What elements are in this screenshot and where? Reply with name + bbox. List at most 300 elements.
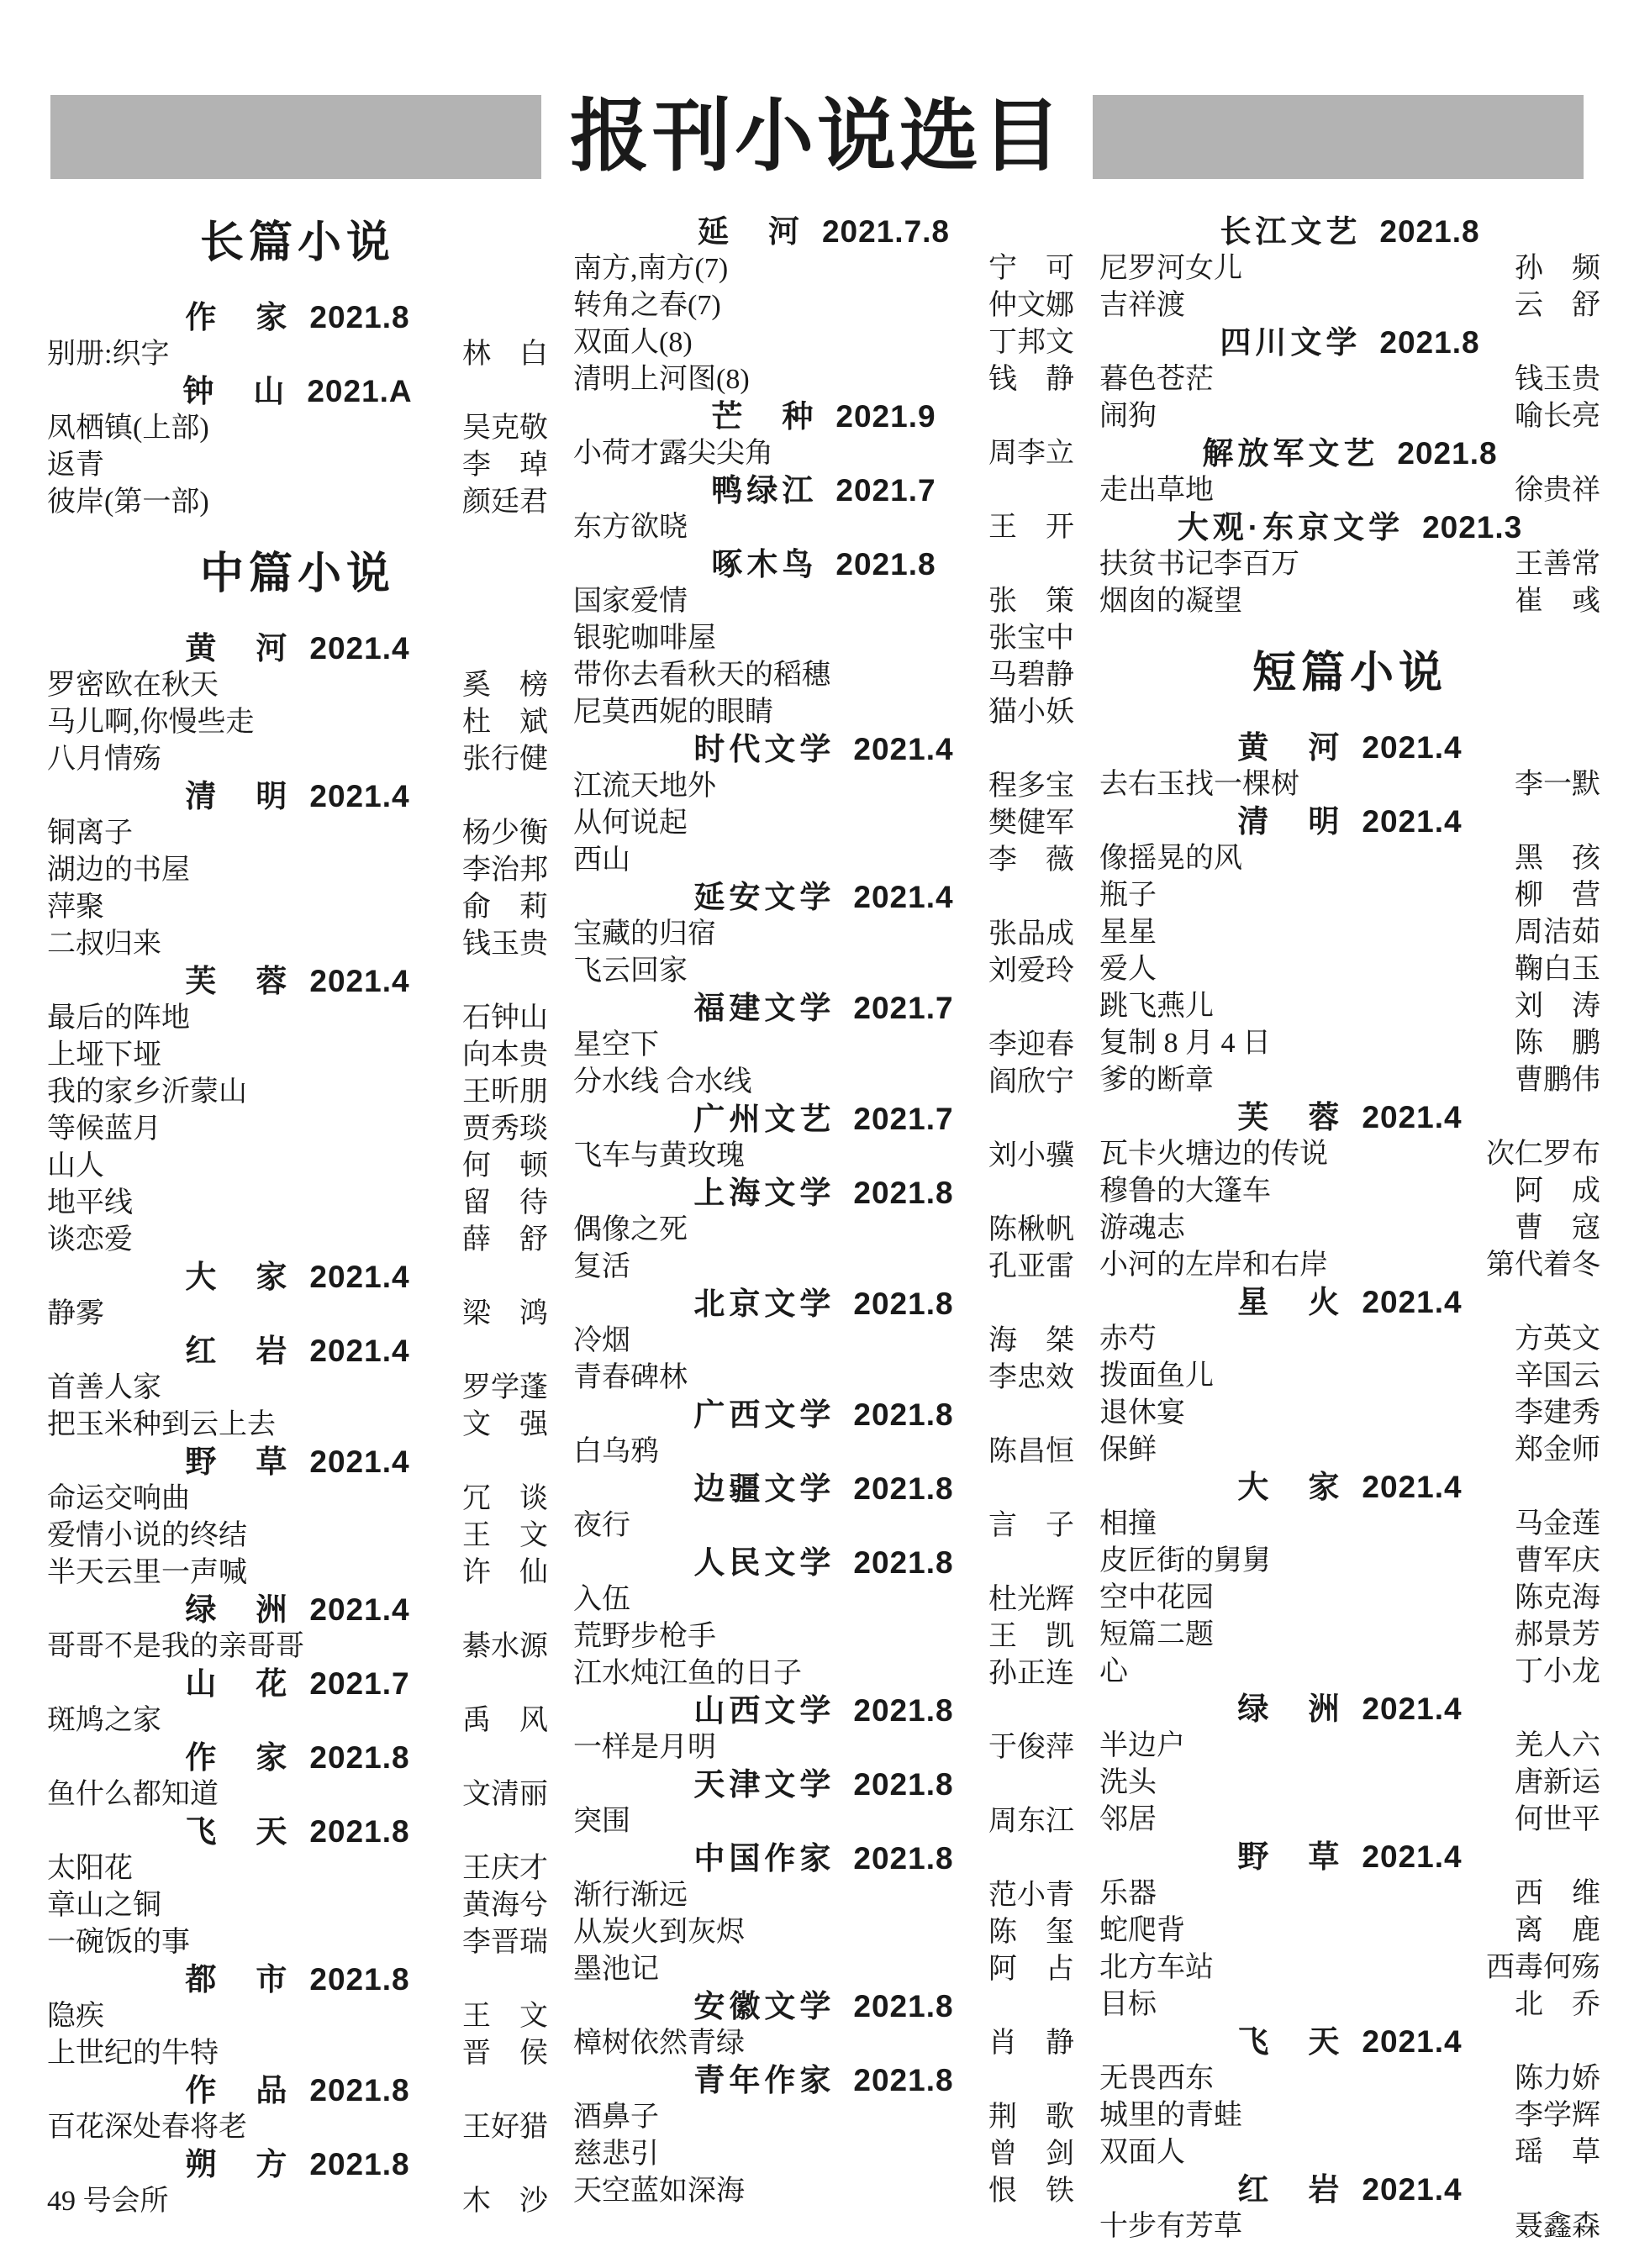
entry-title: 暮色苍茫 — [1099, 364, 1214, 395]
entry-author: 崔 彧 — [1515, 586, 1600, 617]
magazine-name: 鸭绿江 — [711, 473, 818, 508]
entry-row — [47, 852, 548, 889]
magazine-name: 飞 天 — [1237, 2024, 1344, 2059]
entry-title: 小河的左岸和右岸 — [1099, 1250, 1328, 1281]
entry-author: 张行健 — [462, 744, 548, 775]
entry-row — [1099, 472, 1600, 509]
entry-author: 周李立 — [988, 438, 1074, 469]
entry-row — [47, 1407, 548, 1444]
entry-title: 蛇爬背 — [1099, 1915, 1185, 1946]
entry-author: 李建秀 — [1515, 1397, 1600, 1429]
magazine-name: 清 明 — [185, 779, 292, 813]
entry-title: 返青 — [47, 450, 104, 481]
section-header: 短篇小说 — [1252, 649, 1447, 697]
magazine-name: 作 家 — [185, 300, 292, 334]
magazine-issue: 2021.7 — [853, 1102, 954, 1136]
entry-title: 太阳花 — [47, 1853, 133, 1884]
entry-title: 上垭下垭 — [47, 1039, 161, 1071]
entry-title: 酒鼻子 — [573, 2102, 659, 2133]
magazine-issue: 2021.8 — [853, 1767, 954, 1802]
magazine-header — [1099, 1839, 1600, 1876]
entry-author: 仲文娜 — [988, 290, 1074, 321]
entry-row — [1099, 1802, 1600, 1839]
entry-title: 罗密欧在秋天 — [47, 670, 219, 701]
magazine-issue: 2021.4 — [309, 1334, 410, 1368]
entry-title: 一碗饭的事 — [47, 1927, 190, 1958]
entry-row — [1099, 361, 1600, 398]
entry-row — [47, 1296, 548, 1333]
magazine-name: 绿 洲 — [185, 1592, 292, 1627]
entry-author: 阿 占 — [988, 1954, 1074, 1985]
entry-row — [47, 410, 548, 447]
entry-author: 鞠白玉 — [1515, 954, 1600, 985]
entry-row — [1099, 1617, 1600, 1654]
entry-author: 石钟山 — [462, 1002, 548, 1034]
entry-title: 飞车与黄玫瑰 — [573, 1140, 745, 1171]
entry-author: 柳 营 — [1515, 880, 1600, 911]
entry-row — [47, 1222, 548, 1259]
magazine-header — [1099, 435, 1600, 472]
entry-row — [1099, 2060, 1600, 2097]
magazine-issue: 2021.4 — [309, 1444, 410, 1479]
entry-title: 别册:织字 — [47, 339, 170, 370]
entry-title: 分水线 合水线 — [573, 1066, 752, 1097]
title-band-right — [1093, 95, 1584, 179]
entry-author: 于俊萍 — [988, 1732, 1074, 1763]
entry-author: 北 乔 — [1515, 1989, 1600, 2020]
entry-author: 向本贵 — [462, 1039, 548, 1071]
entry-author: 辛国云 — [1515, 1360, 1600, 1392]
magazine-header — [573, 472, 1074, 509]
entry-row — [47, 1887, 548, 1924]
entry-author: 丁小龙 — [1515, 1656, 1600, 1687]
entry-title: 跳飞燕儿 — [1099, 991, 1214, 1022]
entry-row — [573, 1803, 1074, 1840]
entry-title: 爱人 — [1099, 954, 1157, 985]
magazine-name: 野 草 — [1237, 1839, 1344, 1874]
entry-title: 无畏西东 — [1099, 2063, 1214, 2094]
magazine-issue: 2021.4 — [1362, 730, 1463, 765]
entry-row — [1099, 1432, 1600, 1469]
entry-title: 十步有芳草 — [1099, 2211, 1242, 2242]
entry-row — [47, 2109, 548, 2146]
entry-author: 陈 玺 — [988, 1917, 1074, 1948]
entry-row — [573, 2099, 1074, 2136]
section-header: 长篇小说 — [199, 218, 395, 267]
entry-row — [47, 336, 548, 373]
entry-title: 半天云里一声喊 — [47, 1557, 247, 1588]
magazine-name: 长江文艺 — [1220, 214, 1362, 249]
entry-author: 马碧静 — [988, 660, 1074, 691]
entry-row — [47, 926, 548, 963]
magazine-header — [573, 1692, 1074, 1729]
magazine-header — [1099, 1691, 1600, 1728]
magazine-issue: 2021.8 — [309, 1740, 410, 1775]
entry-title: 游魂志 — [1099, 1213, 1185, 1244]
magazine-issue: 2021.4 — [1362, 1839, 1463, 1874]
entry-title: 飞云回家 — [573, 955, 688, 987]
entry-title: 铜离子 — [47, 818, 133, 849]
entry-title: 城里的青蛙 — [1099, 2100, 1242, 2131]
entry-title: 白乌鸦 — [573, 1436, 659, 1467]
entry-row — [573, 1655, 1074, 1692]
entry-row — [47, 1185, 548, 1222]
entry-author: 樊健军 — [988, 808, 1074, 839]
entry-author: 贾秀琰 — [462, 1113, 548, 1145]
magazine-name: 野 草 — [185, 1444, 292, 1479]
entry-author: 罗学蓬 — [462, 1372, 548, 1403]
entry-title: 命运交响曲 — [47, 1483, 190, 1514]
magazine-issue: 2021.8 — [309, 2147, 410, 2181]
columns — [0, 180, 1634, 2245]
entry-row — [573, 1212, 1074, 1249]
entry-author: 刘 涛 — [1515, 991, 1600, 1022]
magazine-name: 上海文学 — [693, 1176, 835, 1210]
magazine-header — [573, 990, 1074, 1027]
entry-title: 保鲜 — [1099, 1434, 1157, 1466]
magazine-name: 芙 蓉 — [1237, 1100, 1344, 1134]
entry-author: 郑金师 — [1515, 1434, 1600, 1466]
magazine-header — [47, 963, 548, 1000]
entry-row — [47, 1998, 548, 2035]
entry-author: 张宝中 — [988, 623, 1074, 654]
entry-author: 晋 侯 — [462, 2038, 548, 2069]
entry-row — [1099, 951, 1600, 988]
entry-row — [573, 953, 1074, 990]
entry-row — [573, 250, 1074, 287]
magazine-name: 青年作家 — [693, 2063, 835, 2097]
entry-author: 丁邦文 — [988, 327, 1074, 358]
magazine-issue: 2021.8 — [309, 1962, 410, 1997]
magazine-header — [1099, 324, 1600, 361]
entry-title: 瓦卡火塘边的传说 — [1099, 1139, 1328, 1170]
entry-row — [573, 361, 1074, 398]
entry-author: 俞 莉 — [462, 892, 548, 923]
entry-row — [573, 1951, 1074, 1988]
entry-title: 天空蓝如深海 — [573, 2176, 745, 2207]
magazine-header — [47, 778, 548, 815]
entry-author: 曾 剑 — [988, 2139, 1074, 2170]
entry-author: 李忠效 — [988, 1362, 1074, 1393]
entry-row — [573, 1138, 1074, 1175]
magazine-name: 天津文学 — [693, 1767, 835, 1802]
entry-title: 静雾 — [47, 1298, 104, 1329]
entry-title: 瓶子 — [1099, 880, 1157, 911]
entry-author: 陈力娇 — [1515, 2063, 1600, 2094]
entry-title: 把玉米种到云上去 — [47, 1409, 276, 1440]
entry-row — [573, 1508, 1074, 1544]
entry-title: 彼岸(第一部) — [47, 487, 209, 518]
magazine-name: 朔 方 — [185, 2147, 292, 2181]
entry-author: 海 桀 — [988, 1325, 1074, 1356]
magazine-issue: 2021.8 — [853, 1841, 954, 1876]
entry-row — [573, 1877, 1074, 1914]
entry-author: 王昕朋 — [462, 1076, 548, 1108]
magazine-name: 清 明 — [1237, 804, 1344, 839]
entry-title: 空中花园 — [1099, 1582, 1214, 1613]
entry-title: 半边户 — [1099, 1730, 1185, 1761]
entry-title: 49 号会所 — [47, 2186, 169, 2217]
magazine-name: 啄木鸟 — [711, 547, 818, 581]
magazine-header — [1099, 1284, 1600, 1321]
entry-author: 陈楸帆 — [988, 1214, 1074, 1245]
magazine-issue: 2021.8 — [853, 1471, 954, 1506]
entry-title: 宝藏的归宿 — [573, 918, 716, 950]
entry-title: 爹的断章 — [1099, 1065, 1214, 1096]
entry-title: 复制 8 月 4 日 — [1099, 1028, 1271, 1059]
entry-row — [573, 1618, 1074, 1655]
entry-row — [1099, 250, 1600, 287]
magazine-name: 延 河 — [697, 214, 804, 249]
magazine-name: 红 岩 — [1237, 2172, 1344, 2207]
entry-row — [573, 842, 1074, 879]
entry-row — [1099, 1025, 1600, 1062]
entry-author: 次仁罗布 — [1486, 1139, 1600, 1170]
entry-title: 夜行 — [573, 1510, 630, 1541]
magazine-issue: 2021.8 — [853, 1693, 954, 1728]
entry-author: 文 强 — [462, 1409, 548, 1440]
entry-row — [1099, 1136, 1600, 1173]
entry-row — [47, 1518, 548, 1555]
entry-title: 乐器 — [1099, 1878, 1157, 1909]
entry-author: 第代着冬 — [1486, 1250, 1600, 1281]
magazine-issue: 2021.8 — [1379, 214, 1480, 249]
magazine-name: 黄 河 — [185, 631, 292, 666]
entry-row — [1099, 1728, 1600, 1765]
entry-row — [47, 2183, 548, 2220]
magazine-name: 绿 洲 — [1237, 1692, 1344, 1726]
section-header: 中篇小说 — [199, 550, 395, 598]
entry-title: 邻居 — [1099, 1804, 1157, 1835]
entry-title: 山人 — [47, 1150, 104, 1181]
entry-author: 马金莲 — [1515, 1508, 1600, 1539]
entry-author: 林 白 — [462, 339, 548, 370]
entry-title: 突围 — [573, 1806, 630, 1837]
entry-author: 刘爱玲 — [988, 955, 1074, 987]
magazine-name: 红 岩 — [185, 1334, 292, 1368]
entry-author: 王 凯 — [988, 1621, 1074, 1652]
entry-title: 吉祥渡 — [1099, 290, 1185, 321]
entry-title: 心 — [1099, 1656, 1128, 1687]
magazine-name: 飞 天 — [185, 1814, 292, 1849]
magazine-header — [1099, 2171, 1600, 2208]
magazine-header — [47, 2146, 548, 2183]
entry-row — [1099, 1580, 1600, 1617]
magazine-name: 都 市 — [185, 1962, 292, 1997]
entry-title: 渐行渐远 — [573, 1880, 688, 1911]
entry-row — [47, 1924, 548, 1961]
magazine-header — [573, 1101, 1074, 1138]
entry-author: 薛 舒 — [462, 1224, 548, 1255]
magazine-issue: 2021.A — [307, 374, 413, 408]
entry-author: 王 开 — [988, 512, 1074, 543]
entry-row — [1099, 1913, 1600, 1950]
magazine-name: 安徽文学 — [693, 1989, 835, 2023]
entry-title: 退休宴 — [1099, 1397, 1185, 1429]
entry-author: 钱玉贵 — [1515, 364, 1600, 395]
column-middle — [573, 213, 1074, 2210]
magazine-header — [573, 1286, 1074, 1323]
entry-row — [1099, 583, 1600, 620]
entry-author: 猫小妖 — [988, 697, 1074, 728]
entry-author: 留 待 — [462, 1187, 548, 1218]
entry-title: 一样是月明 — [573, 1732, 716, 1763]
entry-row — [1099, 1395, 1600, 1432]
column-right — [1099, 213, 1600, 2245]
entry-author: 郝景芳 — [1515, 1619, 1600, 1650]
entry-row — [573, 805, 1074, 842]
entry-author: 奚 榜 — [462, 670, 548, 701]
entry-row — [1099, 1247, 1600, 1284]
magazine-name: 山西文学 — [693, 1693, 835, 1728]
magazine-issue: 2021.4 — [853, 880, 954, 914]
entry-author: 禹 风 — [462, 1705, 548, 1736]
magazine-header — [573, 398, 1074, 435]
entry-author: 肖 静 — [988, 2028, 1074, 2059]
magazine-name: 边疆文学 — [693, 1471, 835, 1506]
entry-author: 王好猎 — [462, 2112, 548, 2143]
entry-row — [1099, 1321, 1600, 1358]
entry-author: 杜光辉 — [988, 1584, 1074, 1615]
magazine-header — [1099, 1469, 1600, 1506]
entry-author: 程多宝 — [988, 771, 1074, 802]
entry-row — [47, 1776, 548, 1813]
entry-row — [573, 657, 1074, 694]
entry-title: 星星 — [1099, 917, 1157, 948]
entry-title: 小荷才露尖尖角 — [573, 438, 773, 469]
magazine-header — [47, 1444, 548, 1481]
entry-author: 陈昌恒 — [988, 1436, 1074, 1467]
entry-author: 王庆才 — [462, 1853, 548, 1884]
magazine-issue: 2021.8 — [853, 1287, 954, 1321]
entry-author: 何世平 — [1515, 1804, 1600, 1835]
entry-title: 银驼咖啡屋 — [573, 623, 716, 654]
magazine-header — [47, 1333, 548, 1370]
entry-row — [1099, 1765, 1600, 1802]
entry-author: 陈 鹏 — [1515, 1028, 1600, 1059]
entry-row — [47, 815, 548, 852]
entry-row — [573, 1581, 1074, 1618]
entry-title: 爱情小说的终结 — [47, 1520, 247, 1551]
magazine-issue: 2021.4 — [1362, 1100, 1463, 1134]
magazine-issue: 2021.4 — [1362, 1692, 1463, 1726]
magazine-issue: 2021.7 — [835, 473, 936, 508]
magazine-name: 黄 河 — [1237, 730, 1344, 765]
magazine-name: 作 家 — [185, 1740, 292, 1775]
magazine-header — [573, 879, 1074, 916]
entry-title: 双面人(8) — [573, 327, 693, 358]
entry-row — [573, 2173, 1074, 2210]
entry-author: 李 薇 — [988, 845, 1074, 876]
entry-author: 木 沙 — [462, 2186, 548, 2217]
entry-title: 洗头 — [1099, 1767, 1157, 1798]
entry-title: 目标 — [1099, 1989, 1157, 2020]
entry-title: 国家爱情 — [573, 586, 688, 617]
magazine-issue: 2021.8 — [835, 547, 936, 581]
entry-row — [47, 741, 548, 778]
entry-author: 钱玉贵 — [462, 929, 548, 960]
entry-author: 聂鑫森 — [1515, 2211, 1600, 2242]
entry-author: 张 策 — [988, 586, 1074, 617]
entry-author: 李一默 — [1515, 769, 1600, 800]
entry-row — [573, 1249, 1074, 1286]
entry-row — [1099, 1506, 1600, 1543]
entry-title: 八月情殇 — [47, 744, 161, 775]
magazine-header — [573, 1988, 1074, 2025]
magazine-issue: 2021.8 — [309, 300, 410, 334]
entry-title: 转角之春(7) — [573, 290, 721, 321]
entry-author: 言 子 — [988, 1510, 1074, 1541]
entry-row — [1099, 2134, 1600, 2171]
magazine-issue: 2021.8 — [1379, 325, 1480, 360]
entry-row — [573, 694, 1074, 731]
entry-row — [1099, 1543, 1600, 1580]
entry-row — [573, 509, 1074, 546]
entry-title: 湖边的书屋 — [47, 855, 190, 886]
entry-title: 马儿啊,你慢些走 — [47, 707, 255, 738]
entry-row — [1099, 2097, 1600, 2134]
entry-author: 梁 鸿 — [462, 1298, 548, 1329]
entry-author: 孙 频 — [1515, 253, 1600, 284]
magazine-issue: 2021.8 — [853, 1176, 954, 1210]
entry-author: 孙正连 — [988, 1658, 1074, 1689]
entry-title: 江流天地外 — [573, 771, 716, 802]
entry-row — [573, 1914, 1074, 1951]
magazine-issue: 2021.7.8 — [821, 214, 951, 249]
entry-row — [1099, 914, 1600, 951]
magazine-name: 人民文学 — [693, 1545, 835, 1580]
entry-row — [573, 583, 1074, 620]
magazine-issue: 2021.4 — [309, 1260, 410, 1294]
magazine-header — [47, 1259, 548, 1296]
magazine-issue: 2021.3 — [1422, 510, 1523, 545]
entry-author: 钱 静 — [988, 364, 1074, 395]
entry-row — [47, 1000, 548, 1037]
entry-author: 孔亚雷 — [988, 1251, 1074, 1282]
title-band-left — [50, 95, 541, 179]
magazine-name: 福建文学 — [693, 991, 835, 1025]
magazine-issue: 2021.4 — [1362, 1470, 1463, 1504]
entry-title: 从何说起 — [573, 808, 688, 839]
entry-row — [1099, 398, 1600, 435]
magazine-issue: 2021.8 — [853, 1545, 954, 1580]
magazine-name: 广西文学 — [693, 1397, 835, 1432]
entry-row — [1099, 1358, 1600, 1395]
entry-title: 复活 — [573, 1251, 630, 1282]
magazine-header — [47, 299, 548, 336]
entry-row — [1099, 2208, 1600, 2245]
magazine-header — [573, 1397, 1074, 1434]
entry-author: 曹军庆 — [1515, 1545, 1600, 1576]
entry-row — [47, 447, 548, 484]
magazine-issue: 2021.4 — [309, 964, 410, 998]
entry-row — [47, 1370, 548, 1407]
magazine-header — [47, 1665, 548, 1702]
entry-author: 云 舒 — [1515, 290, 1600, 321]
entry-title: 入伍 — [573, 1584, 630, 1615]
entry-row — [1099, 1062, 1600, 1099]
magazine-issue: 2021.8 — [853, 2063, 954, 2097]
magazine-name: 中国作家 — [693, 1841, 835, 1876]
entry-title: 隐疾 — [47, 2001, 104, 2032]
entry-row — [1099, 1986, 1600, 2023]
magazine-name: 大观·东京文学 — [1177, 510, 1405, 545]
entry-author: 周东江 — [988, 1806, 1074, 1837]
entry-title: 二叔归来 — [47, 929, 161, 960]
entry-row — [573, 1360, 1074, 1397]
entry-row — [573, 2025, 1074, 2062]
entry-author: 阎欣宁 — [988, 1066, 1074, 1097]
